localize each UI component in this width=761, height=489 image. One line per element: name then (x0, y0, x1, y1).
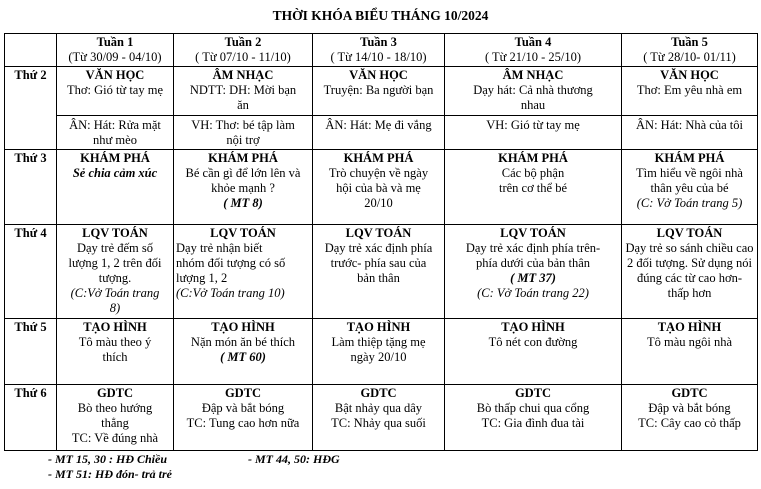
cell-divider: ÂN: Hát: Rửa mặt như mèo (57, 115, 173, 148)
row-monday (5, 67, 758, 150)
schedule-cell: TẠO HÌNH Tô nét con đường (445, 319, 622, 385)
cell-divider: VH: Gió từ tay mẹ (445, 115, 621, 133)
schedule-cell: KHÁM PHÁ Trò chuyện về ngày hội của bà và mẹ 20/10 (313, 150, 445, 225)
schedule-cell: KHÁM PHÁ Sẻ chia cảm xúc (57, 150, 174, 225)
schedule-cell: GDTC Bật nhảy qua dây TC: Nhảy qua suối (313, 385, 445, 451)
schedule-cell: ÂM NHẠC NDTT: DH: Mời bạn ăn VH: Thơ: bé tập làm nội trợ (174, 67, 313, 150)
cell-divider: ÂN: Hát: Mẹ đi vắng (313, 115, 444, 133)
schedule-cell: LQV TOÁN Dạy trẻ xác định phía trước- phía sau của bản thân (313, 225, 445, 319)
schedule-cell: GDTC Đập và bắt bóng TC: Cây cao cỏ thấp (622, 385, 758, 451)
schedule-cell: GDTC Đập và bắt bóng TC: Tung cao hơn nữa (174, 385, 313, 451)
schedule-cell: GDTC Bò theo hướng thẳng TC: Về đúng nhà (57, 385, 174, 451)
week-header: Tuần 1 (Từ 30/09 - 04/10) (57, 34, 174, 67)
row-wednesday (5, 225, 758, 319)
schedule-cell: LQV TOÁN Dạy trẻ nhận biết nhóm đối tượng có số lượng 1, 2 (C:Vở Toán trang 10) (174, 225, 313, 319)
schedule-cell: KHÁM PHÁ Tìm hiểu về ngôi nhà thân yêu của bé (C: Vở Toán trang 5) (622, 150, 758, 225)
row-friday (5, 385, 758, 451)
schedule-cell: VĂN HỌC Truyện: Ba người bạn ÂN: Hát: Mẹ đi vắng (313, 67, 445, 150)
schedule-cell: VĂN HỌC Thơ: Gió từ tay mẹ ÂN: Hát: Rửa mặt như mèo (57, 67, 174, 150)
schedule-table (4, 33, 758, 451)
schedule-cell: TẠO HÌNH Nặn món ăn bé thích ( MT 60) (174, 319, 313, 385)
week-header: Tuần 2 ( Từ 07/10 - 11/10) (174, 34, 313, 67)
schedule-cell: TẠO HÌNH Làm thiệp tặng mẹ ngày 20/10 (313, 319, 445, 385)
row-thursday (5, 319, 758, 385)
cell-divider: ÂN: Hát: Nhà của tôi (622, 115, 757, 133)
schedule-cell: VĂN HỌC Thơ: Em yêu nhà em ÂN: Hát: Nhà của tôi (622, 67, 758, 150)
corner-cell (5, 34, 57, 67)
cell-divider: VH: Thơ: bé tập làm nội trợ (174, 115, 312, 148)
footnotes (48, 452, 748, 482)
schedule-cell: TẠO HÌNH Tô màu theo ý thích (57, 319, 174, 385)
day-label: Thứ 6 (5, 385, 57, 451)
week-header: Tuần 5 ( Từ 28/10- 01/11) (622, 34, 758, 67)
week-header: Tuần 3 ( Từ 14/10 - 18/10) (313, 34, 445, 67)
day-label: Thứ 3 (5, 150, 57, 225)
day-label: Thứ 2 (5, 67, 57, 150)
page-title: THỜI KHÓA BIỂU THÁNG 10/2024 (272, 8, 489, 23)
schedule-cell: ÂM NHẠC Dạy hát: Cả nhà thương nhau VH: Gió từ tay mẹ (445, 67, 622, 150)
day-label: Thứ 4 (5, 225, 57, 319)
schedule-cell: GDTC Bò thấp chui qua cổng TC: Gia đình đua tài (445, 385, 622, 451)
schedule-cell: LQV TOÁN Dạy trẻ so sánh chiều cao 2 đối tượng. Sử dụng nói đúng các từ cao hơn- thấp hơn (622, 225, 758, 319)
schedule-cell: TẠO HÌNH Tô màu ngôi nhà (622, 319, 758, 385)
schedule-cell: LQV TOÁN Dạy trẻ xác định phía trên- phía dưới của bản thân ( MT 37) (C: Vở Toán trang 22) (445, 225, 622, 319)
day-label: Thứ 5 (5, 319, 57, 385)
schedule-cell: KHÁM PHÁ Các bộ phận trên cơ thể bé (445, 150, 622, 225)
footnote-line: - MT 15, 30 : HĐ Chiều - MT 44, 50: HĐG (48, 452, 340, 466)
footnote-line: - MT 51: HĐ đón- trả trẻ (48, 467, 172, 481)
header-row (5, 34, 758, 67)
row-tuesday (5, 150, 758, 225)
week-header: Tuần 4 ( Từ 21/10 - 25/10) (445, 34, 622, 67)
schedule-cell: LQV TOÁN Dạy trẻ đếm số lượng 1, 2 trên đối tượng. (C:Vở Toán trang 8) (57, 225, 174, 319)
schedule-cell: KHÁM PHÁ Bé cần gì để lớn lên và khỏe mạnh ? ( MT 8) (174, 150, 313, 225)
